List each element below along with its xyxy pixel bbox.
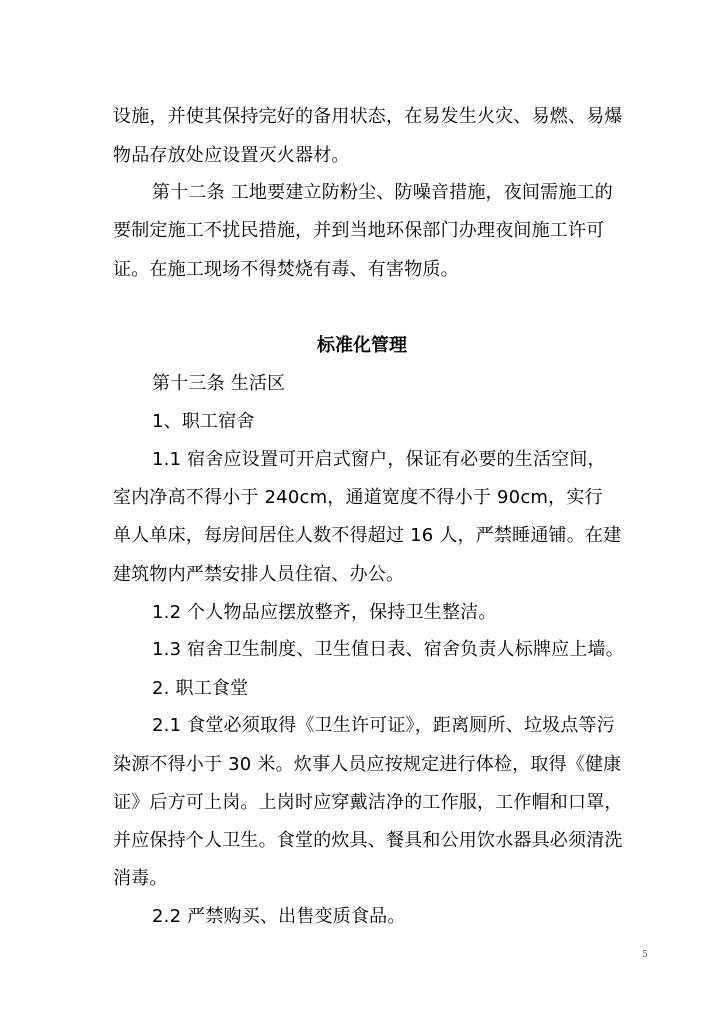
article-13-heading-line: 第十三条 生活区 <box>152 373 286 394</box>
paragraph-line: 消毒。 <box>113 868 168 889</box>
paragraph-line: 染源不得小于 30 米。炊事人员应按规定进行体检，取得《健康 <box>113 754 622 775</box>
paragraph-line: 1.3 宿舍卫生制度、卫生值日表、宿舍负责人标牌应上墙。 <box>152 639 624 660</box>
section-heading: 标准化管理 <box>317 335 407 356</box>
subsection-heading: 1、职工宿舍 <box>152 411 255 432</box>
paragraph-line: 证》后方可上岗。上岗时应穿戴洁净的工作服，工作帽和口罩， <box>113 792 623 813</box>
paragraph-line: 要制定施工不扰民措施，并到当地环保部门办理夜间施工许可 <box>113 220 605 241</box>
paragraph-line: 证。在施工现场不得焚烧有毒、有害物质。 <box>113 259 459 280</box>
subsection-heading: 2. 职工食堂 <box>152 678 249 699</box>
paragraph-line: 1.1 宿舍应设置可开启式窗户，保证有必要的生活空间， <box>152 449 606 470</box>
paragraph-line: 单人单床，每房间居住人数不得超过 16 人，严禁睡通铺。在建 <box>113 525 622 546</box>
paragraph-line: 设施，并使其保持完好的备用状态，在易发生火灾、易燃、易爆 <box>113 106 623 127</box>
paragraph-line: 2.1 食堂必须取得《卫生许可证》，距离厕所、垃圾点等污 <box>152 715 615 736</box>
paragraph-line: 物品存放处应设置灭火器材。 <box>113 145 350 166</box>
paragraph-line: 2.2 严禁购买、出售变质食品。 <box>152 906 406 927</box>
page-number: 5 <box>642 950 648 960</box>
paragraph-line: 1.2 个人物品应摆放整齐，保持卫生整洁。 <box>152 602 497 623</box>
paragraph-line: 室内净高不得小于 240cm，通道宽度不得小于 90cm，实行 <box>113 487 603 508</box>
paragraph-line: 建筑物内严禁安排人员住宿、办公。 <box>113 564 405 585</box>
article-12-heading-line: 第十二条 工地要建立防粉尘、防噪音措施，夜间需施工的 <box>152 182 613 203</box>
paragraph-line: 并应保持个人卫生。食堂的炊具、餐具和公用饮水器具必须清洗 <box>113 830 623 851</box>
